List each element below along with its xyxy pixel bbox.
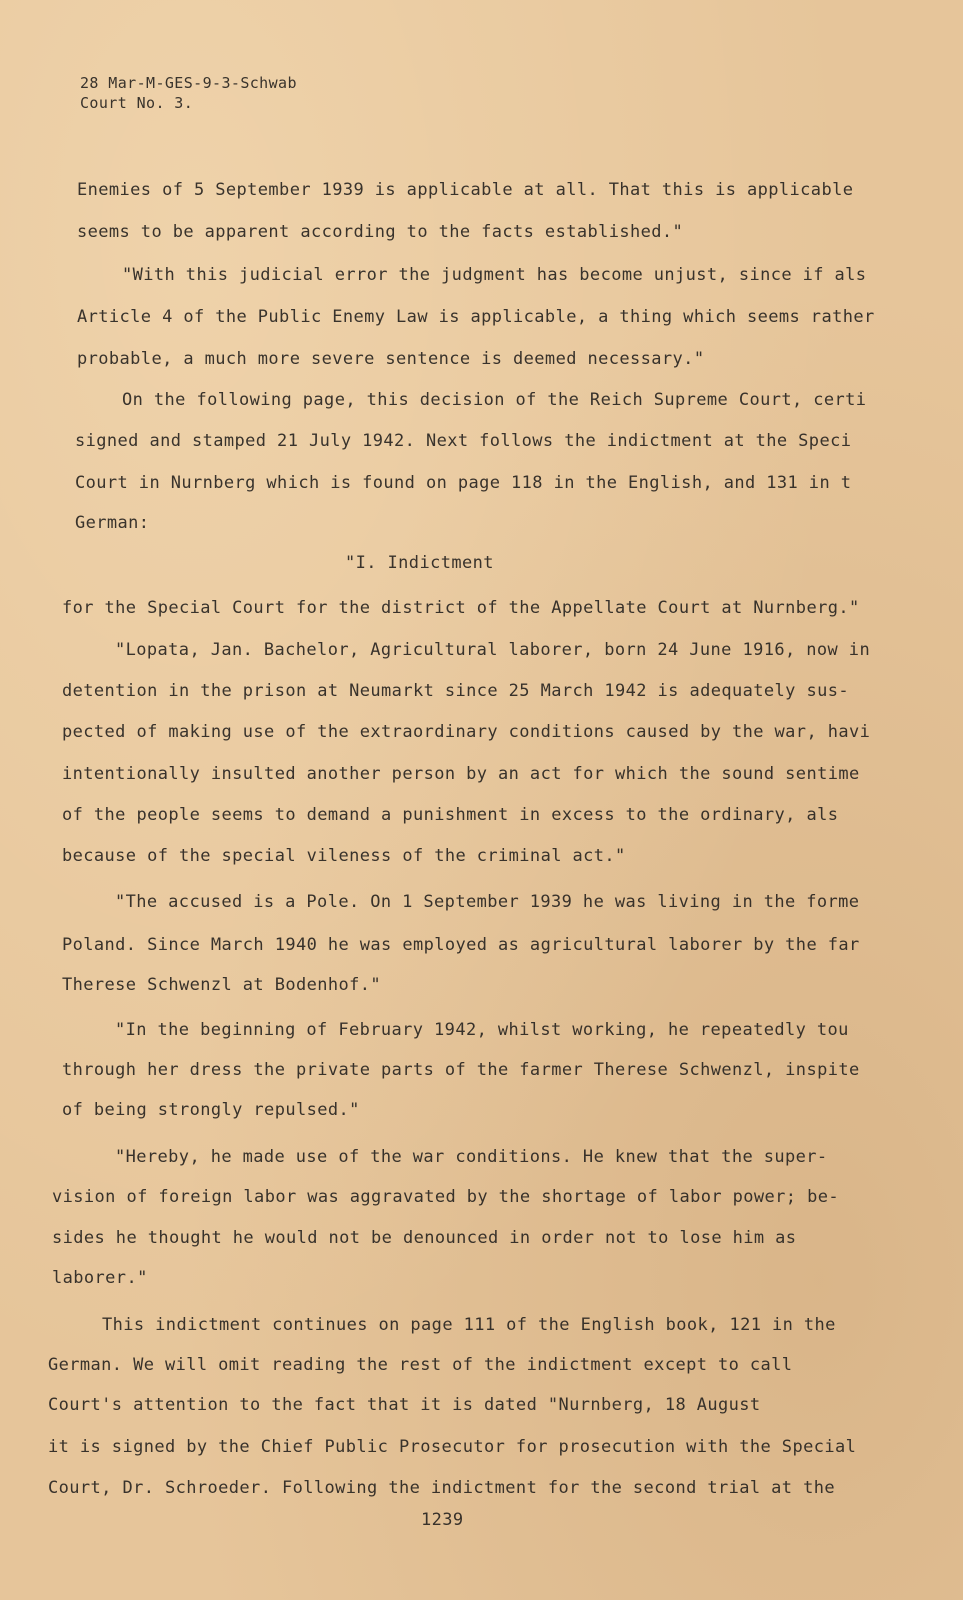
page-number: 1239 — [421, 1510, 464, 1530]
text-line: Poland. Since March 1940 he was employed as agricultural laborer by the far — [62, 935, 860, 955]
text-line: through her dress the private parts of the farmer Therese Schwenzl, inspite — [62, 1060, 860, 1080]
text-line: Court in Nurnberg which is found on page 118 in the English, and 131 in t — [75, 473, 852, 493]
text-line: "In the beginning of February 1942, whilst working, he repeatedly tou — [115, 1020, 849, 1040]
text-line: "The accused is a Pole. On 1 September 1939 he was living in the forme — [115, 892, 860, 912]
text-line: Court's attention to the fact that it is dated "Nurnberg, 18 August — [48, 1395, 761, 1415]
text-line: it is signed by the Chief Public Prosecutor for prosecution with the Special — [48, 1437, 857, 1457]
text-line: On the following page, this decision of the Reich Supreme Court, certi — [122, 390, 867, 410]
text-line: Article 4 of the Public Enemy Law is applicable, a thing which seems rather — [77, 307, 875, 327]
text-line: laborer." — [52, 1268, 148, 1288]
text-line: sides he thought he would not be denounced in order not to lose him as — [52, 1228, 797, 1248]
text-line: of the people seems to demand a punishment in excess to the ordinary, als — [62, 805, 839, 825]
section-heading: "I. Indictment — [345, 553, 494, 573]
text-line: German. We will omit reading the rest of the indictment except to call — [48, 1355, 793, 1375]
text-line: detention in the prison at Neumarkt since 25 March 1942 is adequately sus- — [62, 681, 849, 701]
text-line: "Lopata, Jan. Bachelor, Agricultural laborer, born 24 June 1916, now in — [115, 640, 871, 660]
text-line: German: — [75, 513, 150, 533]
text-line: seems to be apparent according to the facts established." — [77, 222, 684, 242]
header-court: Court No. 3. — [80, 94, 194, 112]
text-line: This indictment continues on page 111 of the English book, 121 in the — [102, 1315, 836, 1335]
text-line: "Hereby, he made use of the war conditions. He knew that the super- — [115, 1147, 828, 1167]
text-line: probable, a much more severe sentence is deemed necessary." — [77, 349, 705, 369]
text-line: Therese Schwenzl at Bodenhof." — [62, 975, 382, 995]
text-line: vision of foreign labor was aggravated by the shortage of labor power; be- — [52, 1187, 839, 1207]
text-line: Court, Dr. Schroeder. Following the indictment for the second trial at the — [48, 1478, 835, 1498]
text-line: because of the special vileness of the criminal act." — [62, 846, 626, 866]
text-line: for the Special Court for the district of the Appellate Court at Nurnberg." — [62, 598, 860, 618]
text-line: pected of making use of the extraordinary conditions caused by the war, havi — [62, 722, 871, 742]
text-line: signed and stamped 21 July 1942. Next follows the indictment at the Speci — [75, 431, 852, 451]
text-line: Enemies of 5 September 1939 is applicable at all. That this is applicable — [77, 180, 854, 200]
text-line: intentionally insulted another person by an act for which the sound sentime — [62, 764, 860, 784]
text-line: of being strongly repulsed." — [62, 1100, 360, 1120]
header-reference: 28 Mar-M-GES-9-3-Schwab — [80, 74, 297, 92]
text-line: "With this judicial error the judgment has become unjust, since if als — [122, 265, 867, 285]
